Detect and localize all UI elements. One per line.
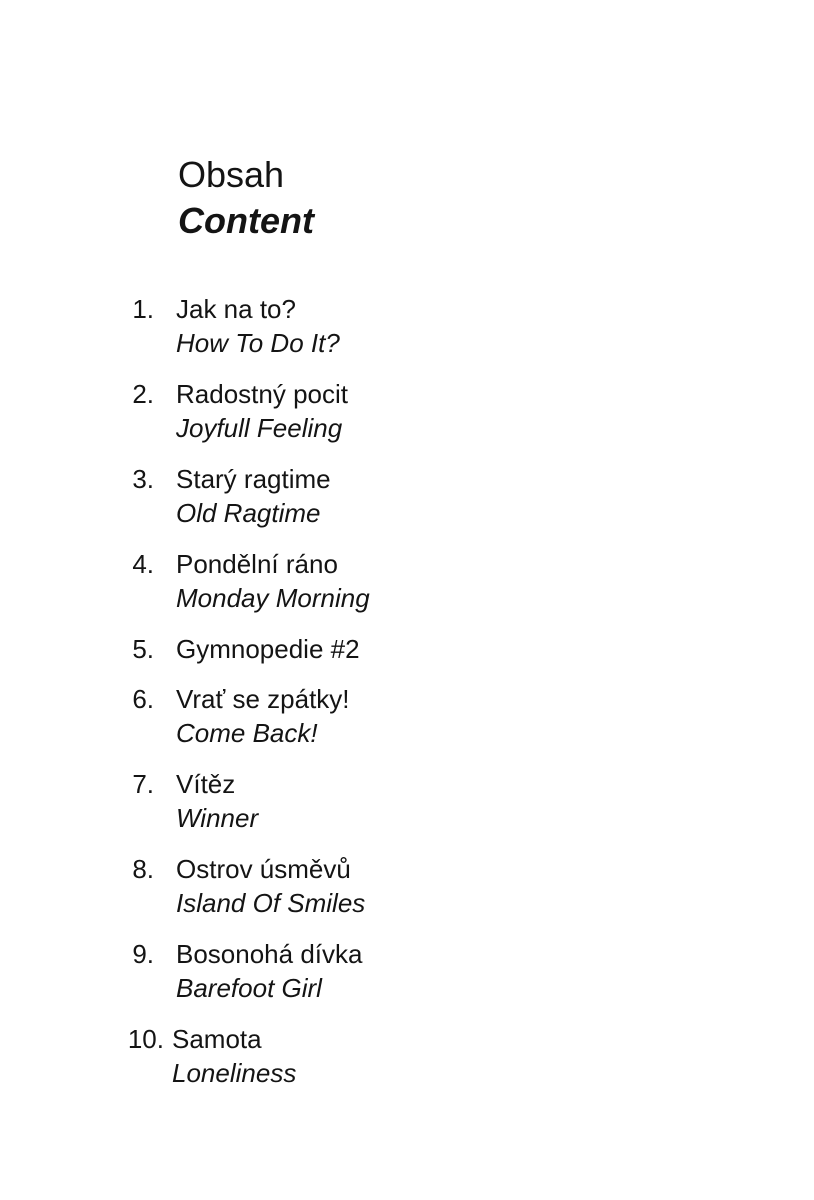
entry-number: 3. <box>132 464 154 494</box>
entry-title-english: Monday Morning <box>176 583 370 613</box>
entry-number: 7. <box>132 769 154 799</box>
entry-title-english: Barefoot Girl <box>176 973 322 1003</box>
entry-number: 2. <box>132 379 154 409</box>
entry-number: 9. <box>132 939 154 969</box>
entry-number: 4. <box>132 549 154 579</box>
entry-title-czech: Ostrov úsměvů <box>176 854 351 884</box>
entry-number: 5. <box>132 634 154 664</box>
entry-title-czech: Jak na to? <box>176 294 296 324</box>
title-english: Content <box>178 200 314 241</box>
entry-number: 8. <box>132 854 154 884</box>
entry-title-english: Old Ragtime <box>176 498 321 528</box>
entry-title-czech: Starý ragtime <box>176 464 331 494</box>
entry-title-czech: Bosonohá dívka <box>176 939 363 969</box>
entry-title-czech: Samota <box>172 1024 262 1054</box>
entry-number: 1. <box>132 294 154 324</box>
entry-title-czech: Gymnopedie #2 <box>176 634 360 664</box>
entry-title-english: Come Back! <box>176 718 318 748</box>
entry-title-english: Winner <box>176 803 259 833</box>
entry-title-czech: Vrať se zpátky! <box>176 684 350 714</box>
entry-title-czech: Radostný pocit <box>176 379 348 409</box>
entry-title-czech: Vítěz <box>176 769 236 799</box>
entry-title-english: Joyfull Feeling <box>176 413 343 443</box>
entry-number: 10. <box>127 1024 164 1054</box>
entry-title-english: How To Do It? <box>176 328 340 358</box>
entry-title-czech: Pondělní ráno <box>176 549 338 579</box>
entry-number: 6. <box>132 684 154 714</box>
entry-title-english: Loneliness <box>172 1058 297 1088</box>
title-czech: Obsah <box>178 154 285 195</box>
entry-title-english: Island Of Smiles <box>176 888 366 918</box>
